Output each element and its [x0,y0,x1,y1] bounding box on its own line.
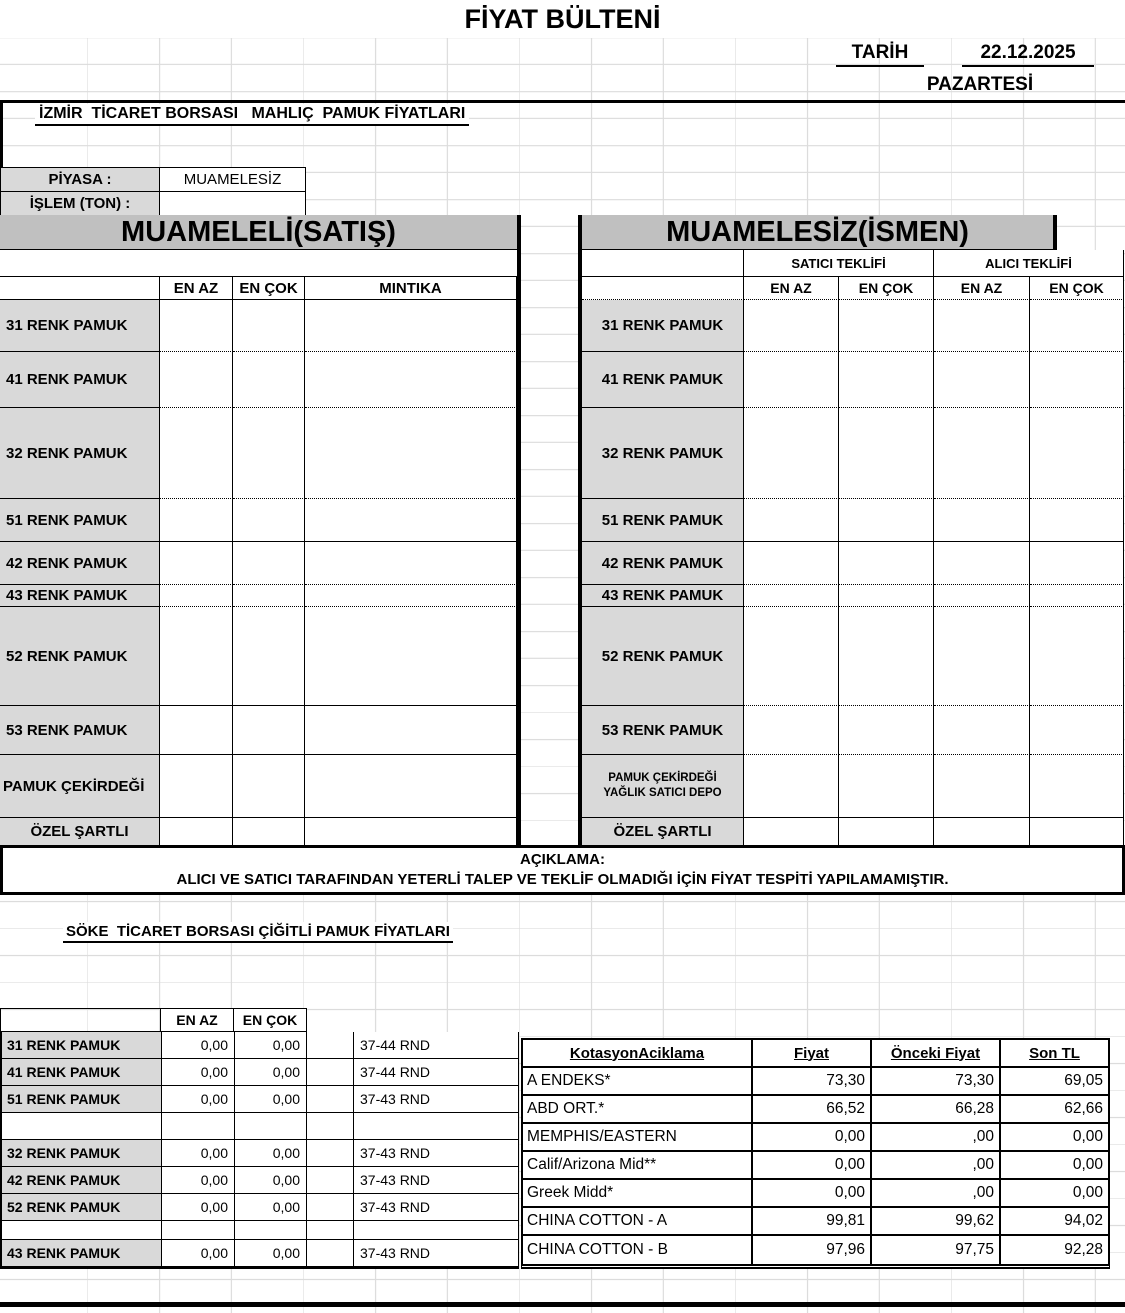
cell [160,300,233,352]
cell-gap [307,1086,354,1113]
cell [1030,499,1124,542]
cell-mintika: 37-43 RND [354,1194,519,1221]
cell-mintika: 37-44 RND [354,1032,519,1059]
muamelesiz-rows [582,300,1125,845]
cell [839,352,934,408]
cell [744,818,839,845]
cell [934,352,1030,408]
row-label: 42 RENK PAMUK [0,542,160,585]
row-label: 32 RENK PAMUK [2,1140,162,1167]
aciklama-label: AÇIKLAMA: [520,850,605,868]
kotasyon-fiyat: 0,00 [753,1180,872,1208]
cell [233,706,305,755]
cell [160,755,233,818]
row-label: 51 RENK PAMUK [582,499,744,542]
cell [744,607,839,706]
row-label: 31 RENK PAMUK [582,300,744,352]
muamelesiz-title-row [582,215,1125,250]
cell [233,352,305,408]
row-label: 41 RENK PAMUK [0,352,160,408]
cell [744,542,839,585]
row-label: 42 RENK PAMUK [582,542,744,585]
cell [1030,607,1124,706]
row-label: 43 RENK PAMUK [0,585,160,607]
cell [160,542,233,585]
cell [839,408,934,499]
cell [839,818,934,845]
cell [839,706,934,755]
cell [744,585,839,607]
empty-row-cell [162,1221,235,1240]
cell [160,706,233,755]
col-header-en-az: EN AZ [744,277,839,300]
muamelesiz-title: MUAMELESİZ(İSMEN) [582,215,1057,250]
empty-row-cell [354,1113,519,1140]
cell [160,499,233,542]
cell [934,408,1030,499]
piyasa-label: PİYASA : [0,167,160,192]
empty-row-cell [2,1113,162,1140]
cell [305,706,517,755]
cell [305,300,517,352]
cell-mintika: 37-43 RND [354,1167,519,1194]
soke-table [0,1032,519,1269]
cell [934,585,1030,607]
cell [839,499,934,542]
kotasyon-label: CHINA COTTON - A [523,1208,753,1236]
cell-mintika: 37-43 RND [354,1240,519,1267]
aciklama-box [0,845,1125,895]
page-bottom-border [0,1302,1125,1307]
soke-section-title: SÖKE TİCARET BORSASI ÇİĞİTLİ PAMUK FİYATLARI [63,922,453,943]
row-label: 42 RENK PAMUK [2,1167,162,1194]
row-label: 51 RENK PAMUK [2,1086,162,1113]
cell [305,352,517,408]
cell [934,542,1030,585]
corner-cell [582,277,744,300]
cell [744,352,839,408]
cell [305,818,517,845]
kotasyon-sontl: 0,00 [1001,1152,1108,1180]
muameleli-table [0,215,521,845]
muameleli-title: MUAMELELİ(SATIŞ) [0,215,517,250]
cell [744,300,839,352]
muameleli-rows [0,300,517,845]
kotasyon-label: CHINA COTTON - B [523,1236,753,1264]
cell-en-az: 0,00 [162,1240,235,1267]
kotasyon-label: ABD ORT.* [523,1096,753,1124]
day-value: PAZARTESİ [926,74,1034,95]
cell [160,585,233,607]
cell [1030,408,1124,499]
kotasyon-onceki: 66,28 [872,1096,1001,1124]
cell [839,542,934,585]
cell [1030,300,1124,352]
kotasyon-sontl: 69,05 [1001,1068,1108,1096]
cell-en-cok: 0,00 [235,1086,307,1113]
row-label: 43 RENK PAMUK [2,1240,162,1267]
group-header-alici: ALICI TEKLİFİ [934,250,1124,277]
kotasyon-sontl: 92,28 [1001,1236,1108,1264]
kotasyon-onceki: ,00 [872,1152,1001,1180]
cell-en-cok: 0,00 [235,1059,307,1086]
kotasyon-header-sontl: Son TL [1001,1040,1108,1068]
kotasyon-sontl: 62,66 [1001,1096,1108,1124]
row-label: 41 RENK PAMUK [582,352,744,408]
cell [233,542,305,585]
cell [305,499,517,542]
empty-row-cell [307,1113,354,1140]
cell [934,818,1030,845]
row-label: 32 RENK PAMUK [582,408,744,499]
col-header-en-az: EN AZ [160,277,233,300]
cell [1030,755,1124,818]
cell-en-cok: 0,00 [235,1240,307,1267]
kotasyon-fiyat: 0,00 [753,1124,872,1152]
cell [839,755,934,818]
row-label: 52 RENK PAMUK [0,607,160,706]
cell-en-cok: 0,00 [235,1167,307,1194]
cell [233,607,305,706]
kotasyon-fiyat: 66,52 [753,1096,872,1124]
cell [160,818,233,845]
row-label: 53 RENK PAMUK [0,706,160,755]
row-label: 53 RENK PAMUK [582,706,744,755]
kotasyon-label: Greek Midd* [523,1180,753,1208]
cell [233,585,305,607]
col-header-en-cok: EN ÇOK [233,277,305,300]
kotasyon-onceki: 97,75 [872,1236,1001,1264]
group-header-satici: SATICI TEKLİFİ [744,250,934,277]
cell [160,352,233,408]
cell [1030,818,1124,845]
cell-en-az: 0,00 [162,1059,235,1086]
cell [160,408,233,499]
kotasyon-sontl: 0,00 [1001,1124,1108,1152]
cell-gap [307,1167,354,1194]
kotasyon-fiyat: 99,81 [753,1208,872,1236]
page-title: FİYAT BÜLTENİ [0,0,1125,38]
cell [305,408,517,499]
kotasyon-sontl: 94,02 [1001,1208,1108,1236]
empty-row-cell [354,1221,519,1240]
date-value: 22.12.2025 [962,41,1094,67]
kotasyon-label: Calif/Arizona Mid** [523,1152,753,1180]
cell [305,755,517,818]
col-header-mintika: MINTIKA [305,277,517,300]
cell [744,499,839,542]
kotasyon-header-aciklama: KotasyonAciklama [523,1040,753,1068]
cell-gap [307,1140,354,1167]
cell [744,706,839,755]
empty-row-cell [162,1113,235,1140]
kotasyon-onceki: 73,30 [872,1068,1001,1096]
cell [839,300,934,352]
cell [160,607,233,706]
cell [233,499,305,542]
cell [839,585,934,607]
cell-en-az: 0,00 [162,1167,235,1194]
cekirdegi-line1: PAMUK ÇEKİRDEĞİ [608,772,717,785]
cell-en-cok: 0,00 [235,1140,307,1167]
empty-row-cell [235,1113,307,1140]
cell-en-az: 0,00 [162,1032,235,1059]
row-label: ÖZEL ŞARTLI [0,818,160,845]
cell-gap [307,1059,354,1086]
cell-mintika: 37-43 RND [354,1140,519,1167]
muamelesiz-table [578,215,1125,845]
row-label-cekirdegi [582,755,744,818]
aciklama-text: ALICI VE SATICI TARAFINDAN YETERLİ TALEP VE TEKLİF OLMADIĞI İÇİN FİYAT TESPİTİ YAPILAMAMIŞTIR. [176,871,949,888]
kotasyon-onceki: ,00 [872,1124,1001,1152]
cell [233,408,305,499]
kotasyon-label: MEMPHIS/EASTERN [523,1124,753,1152]
kotasyon-header-fiyat: Fiyat [753,1040,872,1068]
kotasyon-onceki: 99,62 [872,1208,1001,1236]
cell [934,607,1030,706]
cell [934,300,1030,352]
col-header-en-cok: EN ÇOK [839,277,934,300]
cekirdegi-line2: YAĞLIK SATICI DEPO [603,787,722,799]
col-header-en-az: EN AZ [160,1008,234,1032]
kotasyon-fiyat: 0,00 [753,1152,872,1180]
row-label: 32 RENK PAMUK [0,408,160,499]
cell [233,300,305,352]
cell [934,706,1030,755]
cell-gap [307,1240,354,1267]
corner-cell [0,277,160,300]
row-label: ÖZEL ŞARTLI [582,818,744,845]
kotasyon-table [521,1038,1110,1269]
row-label: 52 RENK PAMUK [582,607,744,706]
row-label: 31 RENK PAMUK [2,1032,162,1059]
cell [744,408,839,499]
cell [305,607,517,706]
cell [305,585,517,607]
row-label: 41 RENK PAMUK [2,1059,162,1086]
cell-en-cok: 0,00 [235,1032,307,1059]
cell-en-cok: 0,00 [235,1194,307,1221]
cell-en-az: 0,00 [162,1086,235,1113]
section-divider [0,100,1125,103]
cell-en-az: 0,00 [162,1140,235,1167]
kotasyon-header-onceki: Önceki Fiyat [872,1040,1001,1068]
cell-en-az: 0,00 [162,1194,235,1221]
cell [233,755,305,818]
piyasa-value: MUAMELESİZ [159,167,306,192]
islem-label: İŞLEM (TON) : [0,191,160,216]
cell [1030,542,1124,585]
soke-column-headers [0,1008,306,1032]
empty-row-cell [2,1221,162,1240]
corner-cell [0,1008,161,1032]
kotasyon-fiyat: 97,96 [753,1236,872,1264]
muamelesiz-column-headers [582,277,1125,300]
empty-row-cell [307,1221,354,1240]
row-label: 43 RENK PAMUK [582,585,744,607]
cell [839,607,934,706]
muamelesiz-group-headers [582,250,1125,277]
cell [233,818,305,845]
kotasyon-sontl: 0,00 [1001,1180,1108,1208]
kotasyon-fiyat: 73,30 [753,1068,872,1096]
cell [1030,706,1124,755]
izmir-section-title: İZMİR TİCARET BORSASI MAHLIÇ PAMUK FİYATLARI [35,104,469,126]
cell-gap [307,1032,354,1059]
col-header-en-cok: EN ÇOK [1030,277,1124,300]
cell [934,499,1030,542]
row-label: 52 RENK PAMUK [2,1194,162,1221]
cell [1030,585,1124,607]
kotasyon-onceki: ,00 [872,1180,1001,1208]
row-label: 31 RENK PAMUK [0,300,160,352]
col-header-en-az: EN AZ [934,277,1030,300]
kotasyon-label: A ENDEKS* [523,1068,753,1096]
cell [1030,352,1124,408]
col-header-en-cok: EN ÇOK [233,1008,307,1032]
islem-value [159,191,306,216]
cell-mintika: 37-44 RND [354,1059,519,1086]
spacer-row [0,250,517,277]
row-label: PAMUK ÇEKİRDEĞİ [0,755,160,818]
cell [934,755,1030,818]
cell [744,755,839,818]
row-label: 51 RENK PAMUK [0,499,160,542]
muameleli-column-headers [0,277,517,300]
corner-cell [582,250,744,277]
cell [305,542,517,585]
empty-row-cell [235,1221,307,1240]
cell-gap [307,1194,354,1221]
date-label: TARİH [836,41,924,67]
cell-mintika: 37-43 RND [354,1086,519,1113]
